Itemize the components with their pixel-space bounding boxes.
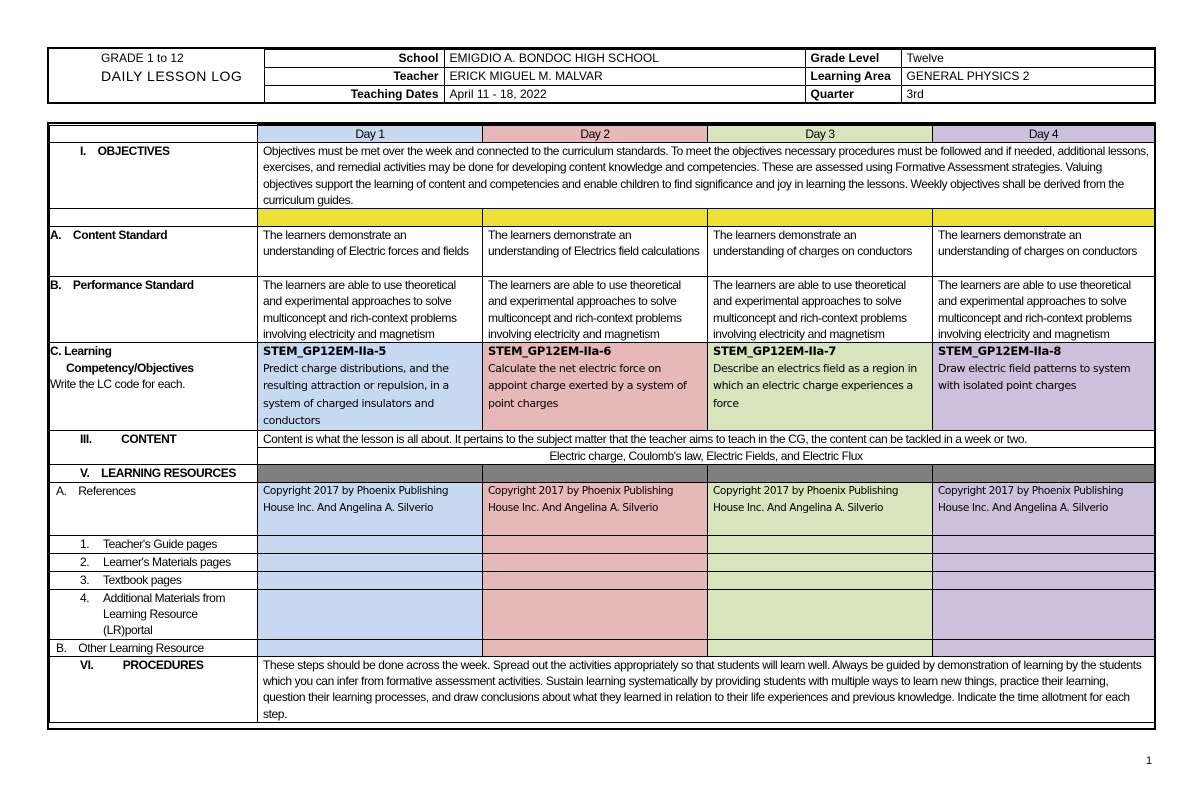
- content-topic: Electric charge, Coulomb's law, Electric Fields, and Electric Flux: [258, 447, 1155, 464]
- learners-materials-day-1: [258, 553, 483, 571]
- other-resource-day-2: [483, 639, 708, 656]
- performance-standard-day-4: The learners are able to use theoretical and experimental approaches to solve multiconcept and rich-context problems involving electricity and magnetism: [933, 277, 1155, 343]
- lc-desc-day-3: Describe an electrics field as a region in which an electric charge experiences a force: [713, 361, 917, 410]
- quarter-value: 3rd: [901, 86, 1154, 104]
- other-resource-label: B. Other Learning Resource: [50, 639, 258, 656]
- lesson-log-title: [49, 68, 264, 104]
- quarter-label: Quarter: [805, 86, 901, 104]
- content-standard-day-4: The learners demonstrate an understanding of charges on conductors: [933, 227, 1155, 277]
- other-resource-day-3: [708, 639, 933, 656]
- textbook-pages-day-4: [933, 571, 1155, 589]
- resources-day-2-bar: [483, 465, 708, 482]
- day-2-yellow: [483, 209, 708, 227]
- other-resource-day-1: [258, 639, 483, 656]
- teachers-guide-label: [50, 535, 258, 553]
- performance-standard-day-2: The learners are able to use theoretical and experimental approaches to solve multiconcept and rich-context problems involving electricity and magnetism: [483, 277, 708, 343]
- objectives-label: I. OBJECTIVES: [50, 143, 258, 209]
- learners-materials-day-3: [708, 553, 933, 571]
- performance-standard-day-1: The learners are able to use theoretical and experimental approaches to solve multiconcept and rich-context problems involving electricity and magnetism: [258, 277, 483, 343]
- reference-day-1: Copyright 2017 by Phoenix Publishing House Inc. And Angelina A. Silverio: [258, 482, 483, 535]
- lc-desc-day-4: Draw electric field patterns to system with isolated point charges: [938, 361, 1131, 393]
- item-label: Teacher's Guide pages: [103, 536, 217, 551]
- additional-materials-day-1: [258, 589, 483, 639]
- reference-day-4: Copyright 2017 by Phoenix Publishing House Inc. And Angelina A. Silverio: [933, 482, 1155, 535]
- teachers-guide-day-1: [258, 535, 483, 553]
- lc-desc-day-1: Predict charge distributions, and the resulting attraction or repulsion, in a system of charged insulators and conductors: [263, 361, 449, 428]
- learners-materials-label: [50, 553, 258, 571]
- item-num: 3.: [80, 572, 90, 587]
- content-standard-day-3: The learners demonstrate an understanding of charges on conductors: [708, 227, 933, 277]
- textbook-pages-day-1: [258, 571, 483, 589]
- lc-code-day-4: STEM_GP12EM-IIa-8: [938, 344, 1062, 359]
- competency-label-line1: C. Learning: [50, 344, 112, 359]
- learning-area-label: Learning Area: [805, 68, 901, 86]
- item-label: Learner's Materials pages: [103, 554, 231, 569]
- learning-resources-label: V. LEARNING RESOURCES: [50, 465, 258, 482]
- page-number: 1: [1146, 755, 1153, 767]
- lc-code-day-3: STEM_GP12EM-IIa-7: [713, 344, 837, 359]
- day-4-yellow: [933, 209, 1155, 227]
- teaching-dates-label: Teaching Dates: [264, 86, 444, 104]
- content-standard-label: A. Content Standard: [50, 227, 258, 277]
- teachers-guide-day-2: [483, 535, 708, 553]
- learners-materials-day-4: [933, 553, 1155, 571]
- additional-materials-label: [50, 589, 258, 639]
- competency-label-line2: Competency/Objectives: [66, 360, 194, 375]
- lesson-log-table: [47, 122, 1156, 730]
- lesson-log-header: [47, 47, 1156, 104]
- resources-day-4-bar: [933, 465, 1155, 482]
- objectives-spacer: [50, 209, 258, 227]
- teacher-value: ERICK MIGUEL M. MALVAR: [444, 68, 805, 86]
- additional-materials-day-2: [483, 589, 708, 639]
- content-note: Content is what the lesson is all about. It pertains to the subject matter that the teacher aims to teach in the CG, the content can be tackled in a week or two.: [258, 430, 1155, 447]
- competency-day-2: [483, 343, 708, 430]
- resources-day-3-bar: [708, 465, 933, 482]
- learning-area-value: GENERAL PHYSICS 2: [901, 68, 1154, 86]
- lc-desc-day-2: Calculate the net electric force on appoint charge exerted by a system of point charges: [488, 361, 687, 410]
- lc-code-day-2: STEM_GP12EM-IIa-6: [488, 344, 612, 359]
- item-num: 1.: [80, 536, 90, 551]
- performance-standard-label: B. Performance Standard: [50, 277, 258, 343]
- resources-day-1-bar: [258, 465, 483, 482]
- competency-label-line3: Write the LC code for each.: [50, 376, 186, 391]
- additional-materials-day-3: [708, 589, 933, 639]
- textbook-pages-day-3: [708, 571, 933, 589]
- item-num: 2.: [80, 554, 90, 569]
- grade-level-value: Twelve: [901, 50, 1154, 68]
- grade-range: GRADE 1 to 12: [49, 50, 264, 68]
- lc-code-day-1: STEM_GP12EM-IIa-5: [263, 344, 387, 359]
- objectives-text: Objectives must be met over the week and connected to the curriculum standards. To meet the objectives necessary procedures must be followed and if needed, additional lessons, exercises, and remedial activities may be done for developing content knowledge and competencies. These are assessed using Formative Assessment strategies. Valuing objectives support the learning of content and competencies and enable children to find significance and joy in learning the lessons. Weekly objectives shall be derived from the curriculum guides.: [258, 143, 1155, 209]
- procedures-text: These steps should be done across the week. Spread out the activities appropriately so that students will learn well. Always be guided by demonstration of learning by the students which you can infer from formative assessment activities. Sustain learning systematically by providing students with multiple ways to learn new things, practice their learning, question their learning processes, and draw conclusions about what they learned in relation to their life experiences and previous knowledge. Indicate the time allotment for each step.: [258, 656, 1155, 722]
- item-label: Textbook pages: [103, 572, 182, 587]
- day-1-header: Day 1: [258, 125, 483, 143]
- performance-standard-day-3: The learners are able to use theoretical and experimental approaches to solve multiconcept and rich-context problems involving electricity and magnetism: [708, 277, 933, 343]
- day-2-header: Day 2: [483, 125, 708, 143]
- competency-day-1: [258, 343, 483, 430]
- day-1-yellow: [258, 209, 483, 227]
- textbook-pages-label: [50, 571, 258, 589]
- teaching-dates-value: April 11 - 18, 2022: [444, 86, 805, 104]
- corner-cell: [50, 125, 258, 143]
- teachers-guide-day-4: [933, 535, 1155, 553]
- additional-materials-day-4: [933, 589, 1155, 639]
- grade-level-label: Grade Level: [805, 50, 901, 68]
- teacher-label: Teacher: [264, 68, 444, 86]
- teachers-guide-day-3: [708, 535, 933, 553]
- content-standard-day-1: The learners demonstrate an understanding of Electric forces and fields: [258, 227, 483, 277]
- day-3-header: Day 3: [708, 125, 933, 143]
- learners-materials-day-2: [483, 553, 708, 571]
- other-resource-day-4: [933, 639, 1155, 656]
- title-text: DAILY LESSON LOG: [101, 67, 243, 84]
- references-label: A. References: [50, 482, 258, 535]
- reference-day-3: Copyright 2017 by Phoenix Publishing House Inc. And Angelina A. Silverio: [708, 482, 933, 535]
- content-label: III. CONTENT: [50, 430, 258, 465]
- day-3-yellow: [708, 209, 933, 227]
- item-label: Additional Materials from Learning Resource (LR)portal: [103, 590, 226, 638]
- item-num: 4.: [80, 590, 90, 605]
- competency-day-3: [708, 343, 933, 430]
- school-label: School: [264, 50, 444, 68]
- competency-label: [50, 343, 258, 430]
- competency-day-4: [933, 343, 1155, 430]
- procedures-label: VI. PROCEDURES: [50, 656, 258, 722]
- reference-day-2: Copyright 2017 by Phoenix Publishing House Inc. And Angelina A. Silverio: [483, 482, 708, 535]
- content-standard-day-2: The learners demonstrate an understanding of Electrics field calculations: [483, 227, 708, 277]
- school-value: EMIGDIO A. BONDOC HIGH SCHOOL: [444, 50, 805, 68]
- textbook-pages-day-2: [483, 571, 708, 589]
- day-4-header: Day 4: [933, 125, 1155, 143]
